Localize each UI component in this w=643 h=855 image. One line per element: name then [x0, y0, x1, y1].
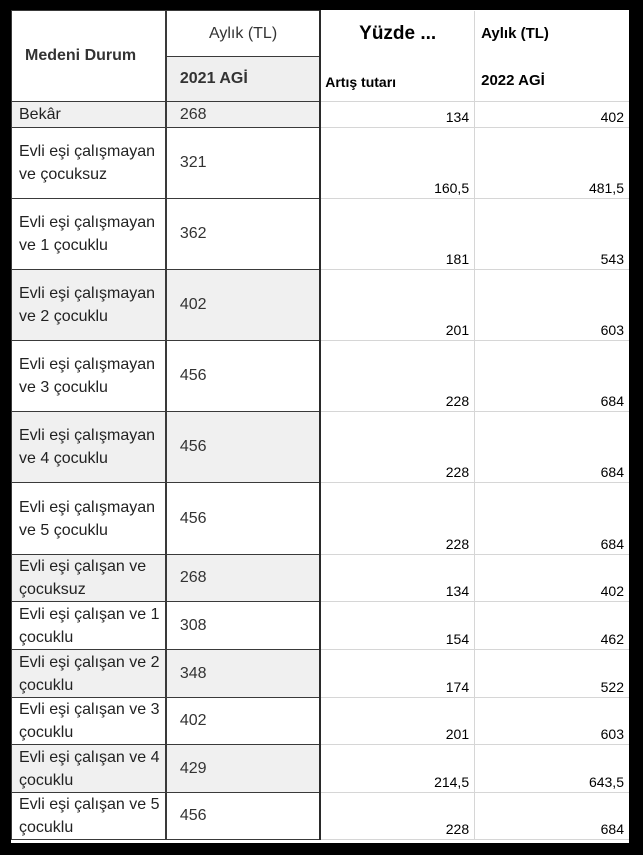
row-agi-2021: 362	[166, 199, 320, 270]
row-agi-2021: 402	[166, 698, 320, 745]
row-agi-2021: 402	[166, 270, 320, 341]
row-artis: 174	[320, 650, 474, 698]
table-row	[12, 341, 630, 412]
row-agi-2022: 684	[475, 412, 629, 483]
row-label: Evli eşi çalışmayan ve çocuksuz	[12, 128, 166, 199]
header-artis-tutari: Artış tutarı	[320, 57, 474, 102]
row-agi-2021: 268	[166, 555, 320, 602]
row-artis: 160,5	[320, 128, 474, 199]
table-row	[12, 555, 630, 602]
table-row	[12, 270, 630, 341]
row-agi-2021: 456	[166, 483, 320, 555]
row-agi-2022: 402	[475, 555, 629, 602]
row-agi-2021: 456	[166, 793, 320, 840]
row-artis: 228	[320, 341, 474, 412]
row-agi-2022: 684	[475, 341, 629, 412]
row-label: Evli eşi çalışmayan ve 4 çocuklu	[12, 412, 166, 483]
row-label: Evli eşi çalışan ve 4 çocuklu	[12, 745, 166, 793]
row-agi-2022: 684	[475, 793, 629, 840]
agi-table	[11, 10, 629, 840]
row-agi-2021: 456	[166, 412, 320, 483]
row-artis: 134	[320, 102, 474, 128]
row-agi-2022: 462	[475, 602, 629, 650]
row-label: Evli eşi çalışmayan ve 1 çocuklu	[12, 199, 166, 270]
row-agi-2022: 402	[475, 102, 629, 128]
row-agi-2022: 543	[475, 199, 629, 270]
row-label: Evli eşi çalışmayan ve 3 çocuklu	[12, 341, 166, 412]
table-row	[12, 102, 630, 128]
row-artis: 201	[320, 270, 474, 341]
row-artis: 154	[320, 602, 474, 650]
row-label: Evli eşi çalışan ve 1 çocuklu	[12, 602, 166, 650]
table-row	[12, 412, 630, 483]
table-row	[12, 128, 630, 199]
row-label: Evli eşi çalışmayan ve 2 çocuklu	[12, 270, 166, 341]
header-aylik-tl-2022: Aylık (TL)	[481, 25, 549, 42]
row-label: Evli eşi çalışan ve 3 çocuklu	[12, 698, 166, 745]
row-agi-2022: 684	[475, 483, 629, 555]
table-row	[12, 483, 630, 555]
header-agi-2022: 2022 AGİ	[475, 57, 629, 102]
row-agi-2022: 603	[475, 698, 629, 745]
row-agi-2021: 321	[166, 128, 320, 199]
row-agi-2022: 643,5	[475, 745, 629, 793]
row-artis: 201	[320, 698, 474, 745]
table-row	[12, 793, 630, 840]
table-row	[12, 602, 630, 650]
row-artis: 181	[320, 199, 474, 270]
row-agi-2021: 456	[166, 341, 320, 412]
row-label: Evli eşi çalışan ve çocuksuz	[12, 555, 166, 602]
row-agi-2022: 603	[475, 270, 629, 341]
row-artis: 228	[320, 412, 474, 483]
table-row	[12, 745, 630, 793]
row-agi-2021: 429	[166, 745, 320, 793]
row-label: Evli eşi çalışan ve 2 çocuklu	[12, 650, 166, 698]
row-artis: 134	[320, 555, 474, 602]
header-agi-2021: 2021 AGİ	[166, 57, 320, 102]
row-artis: 228	[320, 793, 474, 840]
table-row	[12, 650, 630, 698]
header-row-1	[12, 11, 630, 57]
row-artis: 228	[320, 483, 474, 555]
row-agi-2021: 308	[166, 602, 320, 650]
header-yuzde: Yüzde ...	[320, 11, 474, 57]
table-row	[12, 199, 630, 270]
row-agi-2022: 522	[475, 650, 629, 698]
row-label: Evli eşi çalışmayan ve 5 çocuklu	[12, 483, 166, 555]
header-medeni-durum: Medeni Durum	[12, 11, 166, 102]
row-label: Bekâr	[12, 102, 166, 128]
row-agi-2021: 348	[166, 650, 320, 698]
row-agi-2022: 481,5	[475, 128, 629, 199]
agi-table-sheet	[11, 10, 629, 843]
table-row	[12, 698, 630, 745]
header-aylik-tl-2021: Aylık (TL)	[166, 11, 320, 57]
row-artis: 214,5	[320, 745, 474, 793]
row-label: Evli eşi çalışan ve 5 çocuklu	[12, 793, 166, 840]
row-agi-2021: 268	[166, 102, 320, 128]
